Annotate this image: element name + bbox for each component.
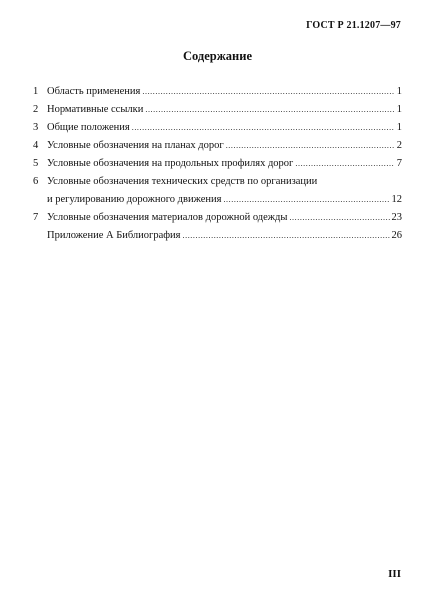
toc-entry-title-continued: и регулированию дорожного движения	[47, 194, 222, 205]
toc-entry-5[interactable]	[33, 155, 402, 173]
document-code: ГОСТ Р 21.1207—97	[306, 20, 401, 31]
dot-leader	[295, 155, 394, 173]
toc-entry-7[interactable]	[33, 209, 402, 227]
toc-entry-number: 6	[33, 176, 39, 187]
toc-entry-page: 7	[396, 158, 402, 169]
toc-entry-page: 1	[396, 104, 402, 115]
toc-entry-number: 1	[33, 86, 39, 97]
toc-entry-page: 23	[391, 212, 402, 223]
toc-entry-2[interactable]	[33, 101, 402, 119]
toc-entry-number: 2	[33, 104, 39, 115]
toc-entry-title: Условные обозначения на продольных профилях дорог	[47, 158, 294, 169]
toc-entry-title: Общие положения	[47, 122, 130, 133]
toc-entry-title: Приложение А Библиография	[47, 230, 181, 241]
toc-entry-number: 3	[33, 122, 39, 133]
toc-entry-1[interactable]	[33, 83, 402, 101]
toc-entry-title: Условные обозначения на планах дорог	[47, 140, 224, 151]
page-number: III	[388, 568, 401, 580]
toc-entry-title: Нормативные ссылки	[47, 104, 144, 115]
toc-entry-4[interactable]	[33, 137, 402, 155]
toc-entry-title: Условные обозначения материалов дорожной одежды	[47, 212, 288, 223]
dot-leader	[223, 191, 389, 209]
toc-entry-appendix-a[interactable]	[33, 227, 402, 245]
toc-entry-number: 5	[33, 158, 39, 169]
toc-entry-page: 2	[396, 140, 402, 151]
toc-entry-title: Условные обозначения технических средств по организации	[47, 176, 318, 187]
dot-leader	[145, 101, 394, 119]
toc-title: Содержание	[182, 49, 252, 63]
toc-entry-number: 7	[33, 212, 39, 223]
table-of-contents	[33, 83, 402, 245]
toc-entry-3[interactable]	[33, 119, 402, 137]
toc-entry-page: 12	[391, 194, 402, 205]
toc-entry-6[interactable]	[33, 173, 402, 209]
dot-leader	[132, 119, 394, 137]
toc-entry-page: 1	[396, 122, 402, 133]
toc-entry-title: Область применения	[47, 86, 141, 97]
dot-leader	[183, 227, 390, 245]
toc-entry-number: 4	[33, 140, 39, 151]
dot-leader	[226, 137, 394, 155]
toc-entry-page: 1	[396, 86, 402, 97]
dot-leader	[289, 209, 389, 227]
dot-leader	[142, 83, 394, 101]
toc-entry-page: 26	[391, 230, 402, 241]
